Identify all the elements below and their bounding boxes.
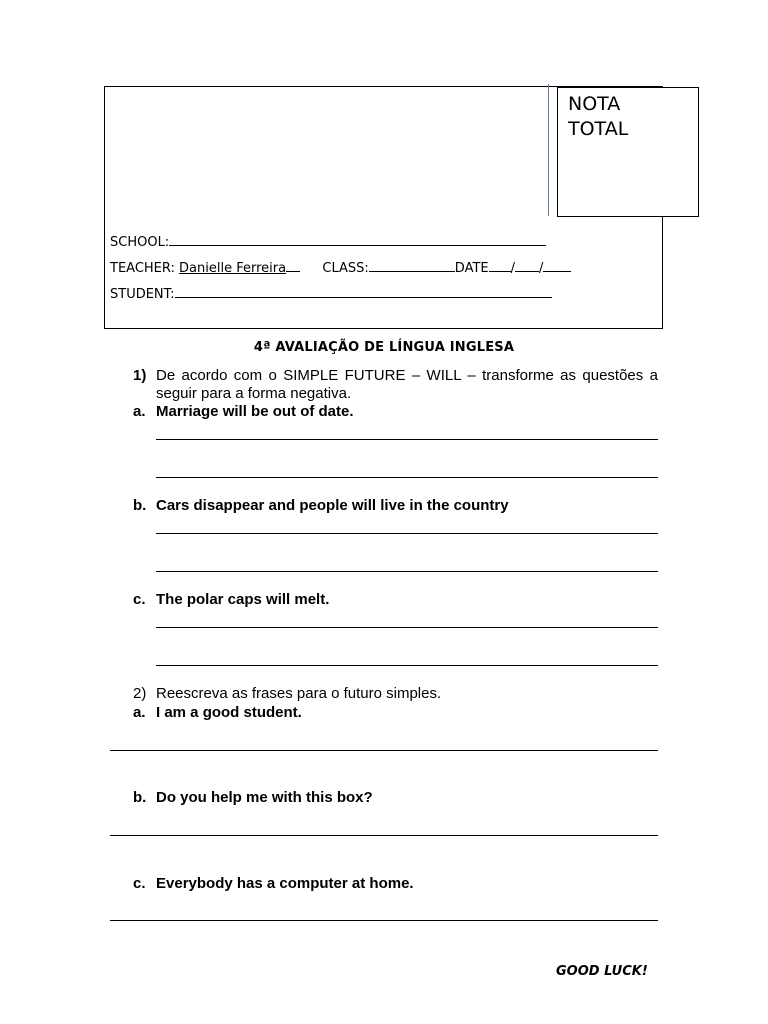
question1-instruction-line1: De acordo com o SIMPLE FUTURE – WILL – transforme as questões a bbox=[156, 367, 658, 384]
answer-line[interactable] bbox=[110, 835, 658, 836]
question1-instruction-line2: seguir para a forma negativa. bbox=[156, 385, 352, 402]
question2-item-letter: a. bbox=[133, 704, 146, 721]
date-day-blank[interactable] bbox=[489, 259, 511, 272]
teacher-blank[interactable] bbox=[286, 259, 300, 272]
answer-line[interactable] bbox=[156, 439, 658, 440]
total-label: TOTAL bbox=[568, 118, 629, 140]
class-label: CLASS: bbox=[322, 261, 369, 276]
nota-total-box bbox=[557, 87, 699, 217]
answer-line[interactable] bbox=[110, 750, 658, 751]
nota-label: NOTA bbox=[568, 93, 621, 115]
answer-line[interactable] bbox=[156, 627, 658, 628]
answer-line[interactable] bbox=[156, 571, 658, 572]
date-separator: / bbox=[539, 261, 544, 276]
question2-item-letter: c. bbox=[133, 875, 146, 892]
student-label: STUDENT: bbox=[110, 287, 175, 302]
school-blank[interactable] bbox=[169, 233, 546, 246]
question1-item-text: The polar caps will melt. bbox=[156, 591, 330, 608]
answer-line[interactable] bbox=[156, 533, 658, 534]
school-label: SCHOOL: bbox=[110, 235, 170, 250]
school-field bbox=[110, 233, 546, 251]
class-blank[interactable] bbox=[369, 259, 455, 272]
question2-item-text: Do you help me with this box? bbox=[156, 789, 373, 806]
teacher-class-date-row bbox=[110, 259, 571, 277]
exam-title: 4ª AVALIAÇÃO DE LÍNGUA INGLESA bbox=[253, 340, 515, 355]
answer-line[interactable] bbox=[110, 920, 658, 921]
teacher-label: TEACHER: bbox=[110, 261, 175, 276]
question2-item-text: Everybody has a computer at home. bbox=[156, 875, 414, 892]
student-blank[interactable] bbox=[175, 285, 552, 298]
question1-item-text: Marriage will be out of date. bbox=[156, 403, 354, 420]
date-label: DATE bbox=[454, 261, 489, 276]
answer-line[interactable] bbox=[156, 477, 658, 478]
question2-item-text: I am a good student. bbox=[156, 704, 302, 721]
answer-line[interactable] bbox=[156, 665, 658, 666]
teacher-name: Danielle Ferreira bbox=[179, 261, 287, 276]
question2-item-letter: b. bbox=[133, 789, 147, 806]
question1-item-text: Cars disappear and people will live in the country bbox=[156, 497, 509, 514]
question1-item-letter: a. bbox=[133, 403, 146, 420]
question1-item-letter: b. bbox=[133, 497, 147, 514]
good-luck-text: GOOD LUCK! bbox=[556, 964, 648, 979]
question1-item-letter: c. bbox=[133, 591, 146, 608]
question2-number: 2) bbox=[133, 685, 147, 702]
question1-number: 1) bbox=[133, 367, 147, 384]
date-month-blank[interactable] bbox=[515, 259, 539, 272]
student-field bbox=[110, 285, 552, 303]
header-divider-line bbox=[548, 84, 549, 216]
date-year-blank[interactable] bbox=[543, 259, 571, 272]
question2-instruction: Reescreva as frases para o futuro simples. bbox=[156, 685, 442, 702]
date-separator: / bbox=[510, 261, 515, 276]
